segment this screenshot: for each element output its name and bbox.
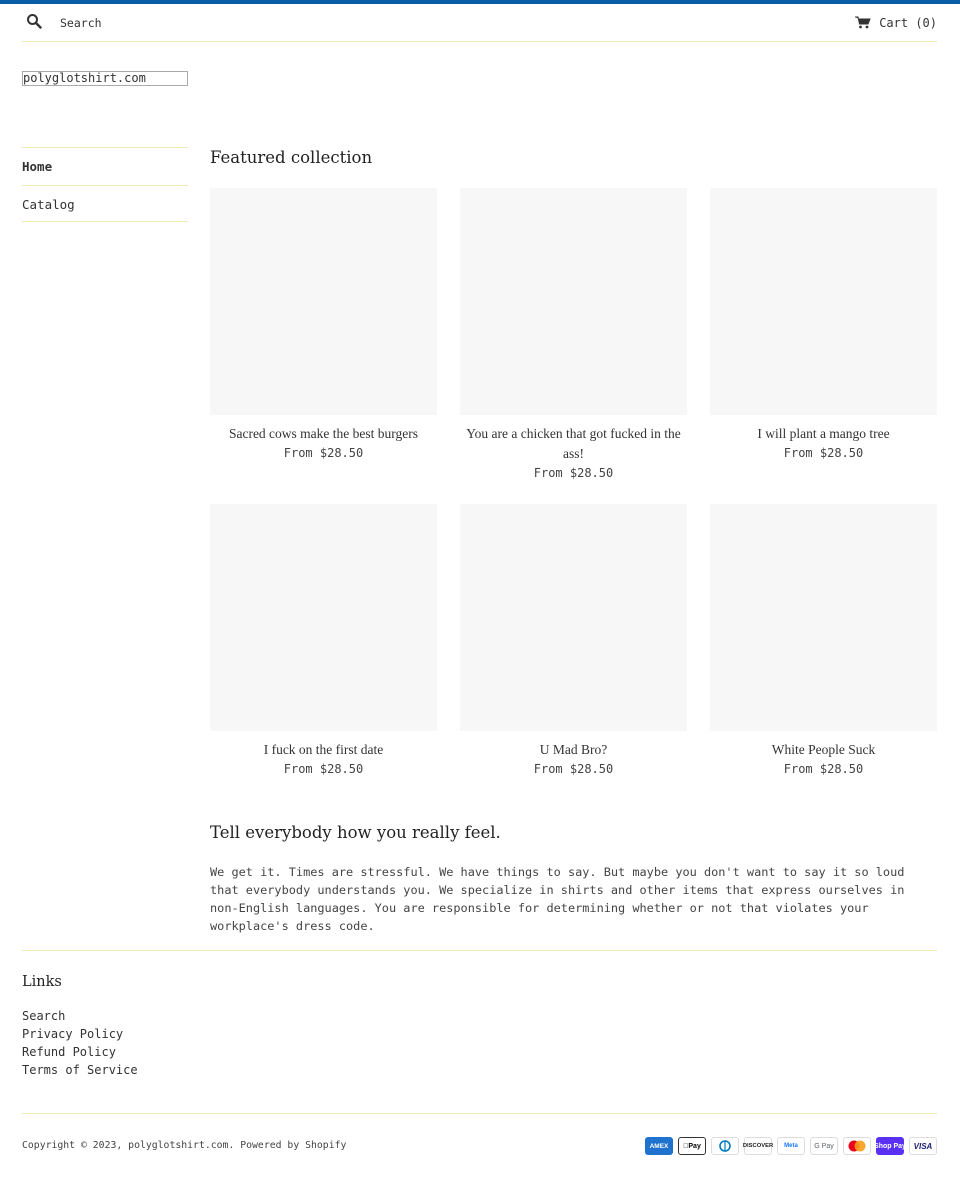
shop-pay-icon: Shop Pay	[876, 1137, 904, 1155]
footer-link-privacy-policy[interactable]: Privacy Policy	[22, 1027, 124, 1041]
apple-pay-icon	[678, 1137, 706, 1155]
mastercard-icon	[843, 1137, 871, 1155]
footer-bottom-divider	[22, 1113, 937, 1114]
product-price: From $28.50	[283, 762, 364, 776]
product-title[interactable]: You are a chicken that got fucked in the ass!	[466, 426, 681, 461]
site-header	[22, 4, 937, 42]
product-image[interactable]	[460, 188, 687, 415]
product-image[interactable]	[460, 504, 687, 731]
product-image[interactable]	[710, 504, 937, 731]
site-logo[interactable]: polyglotshirt.com	[22, 71, 188, 86]
sidebar-item-catalog[interactable]: Catalog	[22, 185, 188, 223]
product-title[interactable]: Sacred cows make the best burgers	[228, 426, 419, 441]
about-title: Tell everybody how you really feel.	[210, 823, 501, 842]
footer-links-title: Links	[22, 974, 62, 990]
footer-link-search[interactable]: Search	[22, 1009, 66, 1023]
featured-collection-title: Featured collection	[210, 148, 373, 167]
product-image[interactable]	[210, 504, 437, 731]
about-text: We get it. Times are stressful. We have things to say. But maybe you don't want to say it so loud that everybody understands you. We specialize in shirts and other items that express ourselves in non-English languages. You are responsible for determining whether or not that violates your workplace's dress code.	[210, 865, 905, 933]
product-card[interactable]	[710, 188, 937, 463]
product-price: From $28.50	[533, 466, 614, 480]
product-card[interactable]	[710, 504, 937, 779]
copyright-text: Copyright © 2023, polyglotshirt.com. Powered by Shopify	[22, 1140, 347, 1151]
search-input[interactable]	[60, 16, 360, 30]
product-image[interactable]	[710, 188, 937, 415]
product-title[interactable]: I will plant a mango tree	[757, 426, 890, 441]
google-pay-icon: G Pay	[810, 1137, 838, 1155]
apple-pay-label: Pay	[685, 1142, 699, 1150]
product-title[interactable]: U Mad Bro?	[539, 742, 608, 757]
product-price: From $28.50	[783, 446, 864, 460]
sidebar-nav	[22, 147, 188, 222]
meta-pay-icon: Meta	[777, 1137, 805, 1155]
product-title[interactable]: White People Suck	[771, 742, 876, 757]
footer-link-terms-of-service[interactable]: Terms of Service	[22, 1063, 138, 1077]
sidebar-item-home[interactable]: Home	[22, 147, 188, 185]
diners-club-icon	[711, 1137, 739, 1155]
payment-icons	[645, 1137, 937, 1155]
amex-icon: AMEX	[645, 1137, 673, 1155]
cart-link[interactable]	[855, 16, 937, 30]
cart-icon	[855, 16, 871, 29]
footer-link-refund-policy[interactable]: Refund Policy	[22, 1045, 116, 1059]
product-price: From $28.50	[533, 762, 614, 776]
footer-links	[22, 1007, 138, 1079]
product-price: From $28.50	[283, 446, 364, 460]
product-card[interactable]	[460, 504, 687, 779]
product-image[interactable]	[210, 188, 437, 415]
footer-divider	[22, 950, 937, 951]
cart-label: Cart (0)	[879, 15, 937, 30]
product-card[interactable]	[210, 504, 437, 779]
visa-icon: VISA	[909, 1137, 937, 1155]
product-title[interactable]: I fuck on the first date	[263, 742, 384, 757]
product-card[interactable]	[210, 188, 437, 463]
product-price: From $28.50	[783, 762, 864, 776]
product-card[interactable]	[460, 188, 687, 483]
search-icon[interactable]	[26, 13, 46, 33]
discover-icon: DISCOVER	[744, 1137, 772, 1155]
